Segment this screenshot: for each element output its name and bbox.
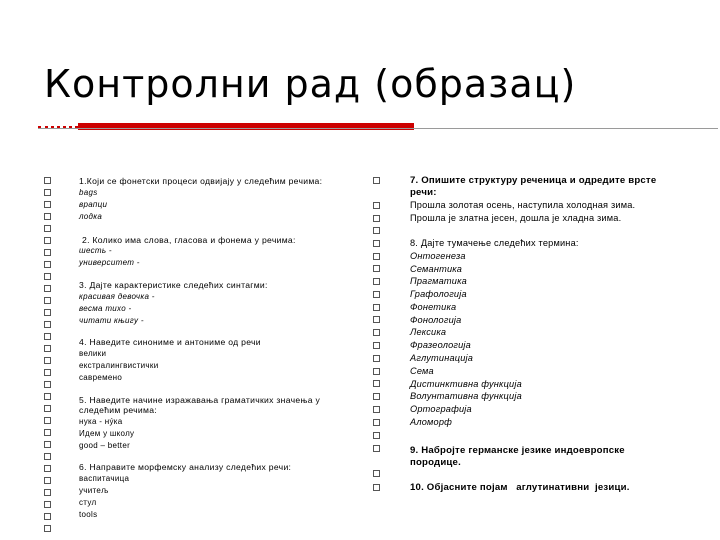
bullet-icon bbox=[44, 453, 51, 460]
bullet-icon bbox=[373, 445, 380, 452]
term-item: Фразеологија bbox=[410, 340, 471, 350]
answer-line: Прошла је златна јесен, дошла је хладна зима. bbox=[410, 213, 622, 223]
term-item: Лексика bbox=[410, 327, 447, 337]
bullet-icon bbox=[373, 393, 380, 400]
question-7-cont: речи: bbox=[410, 187, 437, 198]
answer-line: университет - bbox=[79, 258, 140, 267]
question-1: 1.Који се фонетски процеси одвијају у следећим речима: bbox=[79, 176, 323, 186]
bullet-icon bbox=[44, 297, 51, 304]
answer-line: лодка bbox=[79, 212, 103, 221]
bullet-icon bbox=[44, 501, 51, 508]
bullet-icon bbox=[373, 278, 380, 285]
answer-line: tools bbox=[79, 510, 98, 519]
bullet-icon bbox=[373, 291, 380, 298]
slide-title: Контролни рад (образац) bbox=[44, 62, 577, 106]
bullet-icon bbox=[44, 321, 51, 328]
term-item: Фонетика bbox=[410, 302, 457, 312]
bullet-icon bbox=[44, 405, 51, 412]
answer-line: Идем у школу bbox=[79, 429, 135, 438]
bullet-icon bbox=[44, 429, 51, 436]
bullet-icon bbox=[373, 355, 380, 362]
answer-line: шесть - bbox=[79, 246, 112, 255]
question-4: 4. Наведите синониме и антониме од речи bbox=[79, 337, 261, 347]
question-8: 8. Дајте тумачење следећих термина: bbox=[410, 238, 579, 248]
bullet-icon bbox=[373, 484, 380, 491]
bullet-icon bbox=[373, 304, 380, 311]
bullet-icon bbox=[44, 369, 51, 376]
bullet-icon bbox=[373, 227, 380, 234]
term-item: Графологија bbox=[410, 289, 467, 299]
answer-line: учитељ bbox=[79, 486, 109, 495]
question-5: 5. Наведите начине изражавања граматичких значења у bbox=[79, 395, 321, 405]
term-item: Дистинктивна функција bbox=[410, 379, 522, 389]
answer-line: врапци bbox=[79, 200, 108, 209]
question-6: 6. Направите морфемску анализу следећих речи: bbox=[79, 462, 292, 472]
answer-line: велики bbox=[79, 349, 107, 358]
question-3: 3. Дајте карактеристике следећих синтагми: bbox=[79, 280, 268, 290]
bullet-icon bbox=[373, 406, 380, 413]
question-2: 2. Колико има слова, гласова и фонема у речима: bbox=[82, 235, 296, 245]
bullet-icon bbox=[373, 329, 380, 336]
term-item: Ортографија bbox=[410, 404, 472, 414]
question-9-cont: породице. bbox=[410, 457, 461, 468]
bullet-icon bbox=[373, 368, 380, 375]
question-5-cont: следећим речима: bbox=[79, 405, 157, 415]
term-item: Семантика bbox=[410, 264, 463, 274]
bullet-icon bbox=[373, 432, 380, 439]
answer-line: красивая девочка - bbox=[79, 292, 155, 301]
answer-line: весма тихо - bbox=[79, 304, 132, 313]
term-item: Прагматика bbox=[410, 276, 467, 286]
bullet-icon bbox=[373, 215, 380, 222]
bullet-icon bbox=[373, 316, 380, 323]
bullet-icon bbox=[44, 345, 51, 352]
bullet-icon bbox=[373, 253, 380, 260]
term-item: Аглутинација bbox=[410, 353, 474, 363]
answer-line: савремено bbox=[79, 373, 123, 382]
bullet-icon bbox=[44, 525, 51, 532]
title-dotted-accent bbox=[38, 126, 78, 132]
answer-line: нука - нýка bbox=[79, 417, 123, 426]
question-7: 7. Опишите структуру реченица и одредите врсте bbox=[410, 175, 657, 186]
bullet-icon bbox=[44, 393, 51, 400]
term-item: Аломорф bbox=[410, 417, 453, 427]
title-divider bbox=[38, 128, 718, 129]
answer-line: bags bbox=[79, 188, 98, 197]
term-item: Онтогенеза bbox=[410, 251, 466, 261]
bullet-icon bbox=[44, 273, 51, 280]
bullet-icon bbox=[44, 225, 51, 232]
term-item: Фонологија bbox=[410, 315, 462, 325]
bullet-icon bbox=[44, 357, 51, 364]
bullet-icon bbox=[373, 380, 380, 387]
bullet-icon bbox=[44, 213, 51, 220]
bullet-icon bbox=[44, 261, 51, 268]
term-item: Сема bbox=[410, 366, 434, 376]
bullet-icon bbox=[44, 417, 51, 424]
question-9: 9. Набројте германске језике индоевропске bbox=[410, 445, 625, 456]
bullet-icon bbox=[44, 285, 51, 292]
bullet-icon bbox=[44, 513, 51, 520]
answer-line: стул bbox=[79, 498, 97, 507]
bullet-icon bbox=[44, 177, 51, 184]
answer-line: васпитачица bbox=[79, 474, 130, 483]
term-item: Волунтативна функција bbox=[410, 391, 522, 401]
bullet-icon bbox=[373, 202, 380, 209]
answer-line: good – better bbox=[79, 441, 131, 450]
bullet-icon bbox=[44, 381, 51, 388]
bullet-icon bbox=[44, 201, 51, 208]
answer-line: екстралингвистички bbox=[79, 361, 159, 370]
bullet-icon bbox=[44, 477, 51, 484]
bullet-icon bbox=[44, 309, 51, 316]
question-10: 10. Објасните појам аглутинативни језици. bbox=[410, 482, 630, 493]
bullet-icon bbox=[44, 237, 51, 244]
bullet-icon bbox=[373, 419, 380, 426]
answer-line: Прошла золотая осень, наступила холодная зима. bbox=[410, 200, 636, 210]
bullet-icon bbox=[373, 342, 380, 349]
bullet-icon bbox=[373, 177, 380, 184]
bullet-icon bbox=[44, 333, 51, 340]
bullet-icon bbox=[44, 489, 51, 496]
bullet-icon bbox=[44, 249, 51, 256]
bullet-icon bbox=[44, 441, 51, 448]
bullet-icon bbox=[373, 265, 380, 272]
bullet-icon bbox=[373, 240, 380, 247]
bullet-icon bbox=[44, 189, 51, 196]
bullet-icon bbox=[373, 470, 380, 477]
answer-line: читати књигу - bbox=[79, 316, 144, 325]
bullet-icon bbox=[44, 465, 51, 472]
